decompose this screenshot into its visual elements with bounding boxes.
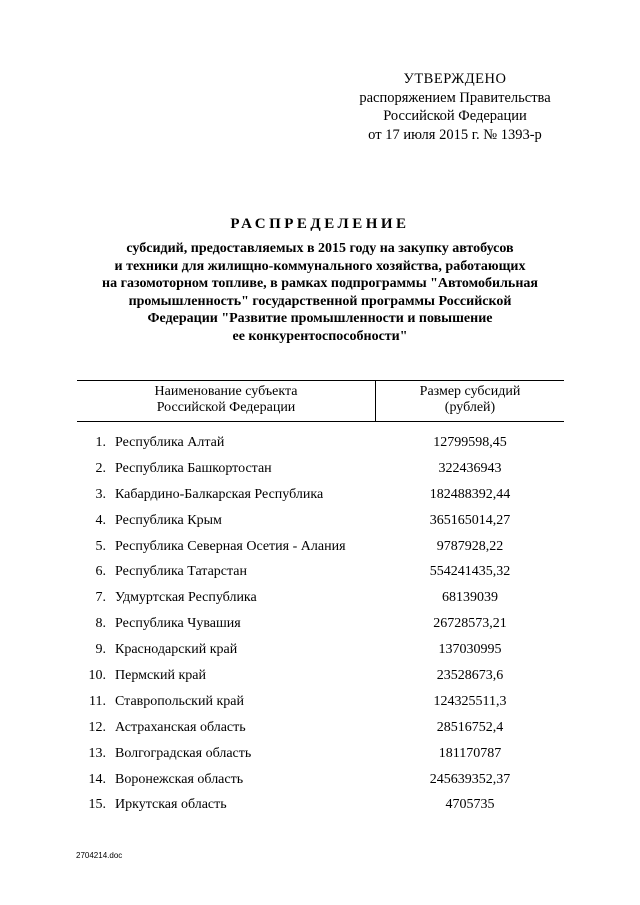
approval-line: Российской Федерации <box>383 108 527 124</box>
table-row <box>0 663 640 689</box>
row-subsidy-amount: 28516752,4 <box>436 719 504 735</box>
row-subsidy-amount: 124325511,3 <box>433 693 507 709</box>
row-number: 5. <box>95 538 106 554</box>
row-subsidy-amount: 137030995 <box>438 642 502 658</box>
row-number: 15. <box>88 797 106 813</box>
table-row <box>0 741 640 767</box>
row-number: 10. <box>88 668 106 684</box>
row-subsidy-amount: 12799598,45 <box>433 435 507 450</box>
table-row <box>0 456 640 482</box>
column-header-amount <box>376 384 564 416</box>
row-number: 11. <box>89 693 106 709</box>
table-row <box>0 430 640 456</box>
table-row <box>0 637 640 663</box>
row-subsidy-amount: 9787928,22 <box>436 538 504 554</box>
table-row <box>0 715 640 741</box>
row-subsidy-amount: 182488392,44 <box>429 486 511 502</box>
row-number: 14. <box>88 771 106 787</box>
row-subject-name: Ставропольский край <box>115 693 244 709</box>
table-row <box>0 482 640 508</box>
row-subsidy-amount: 245639352,37 <box>429 771 511 787</box>
approval-line: распоряжением Правительства <box>359 89 551 106</box>
table-row <box>0 585 640 611</box>
row-subject-name: Астраханская область <box>115 719 246 735</box>
table-row <box>0 559 640 585</box>
table-body <box>0 430 640 818</box>
row-subject-name: Удмуртская Республика <box>115 590 257 606</box>
header-text: Российской Федерации <box>156 400 296 415</box>
row-number: 2. <box>95 460 106 476</box>
table-row <box>0 689 640 715</box>
row-number: 9. <box>95 642 106 658</box>
document-subtitle <box>60 240 580 345</box>
table-row <box>0 792 640 818</box>
row-subject-name: Иркутская область <box>115 797 227 813</box>
row-number: 13. <box>88 745 106 761</box>
row-subject-name: Кабардино-Балкарская Республика <box>115 486 324 502</box>
row-subsidy-amount: 26728573,21 <box>433 616 507 632</box>
header-text: Наименование субъекта <box>154 384 298 399</box>
row-number: 3. <box>95 486 106 502</box>
subtitle-line: промышленность" государственной программы Российской <box>128 293 512 309</box>
table-row <box>0 508 640 534</box>
document-title: РАСПРЕДЕЛЕНИЕ <box>230 216 410 232</box>
subtitle-line: на газомоторном топливе, в рамках подпрограммы "Автомобильная <box>102 276 538 291</box>
row-subject-name: Республика Башкортостан <box>115 460 272 476</box>
row-number: 8. <box>95 616 106 632</box>
document-reference: 2704214.doc <box>76 851 123 860</box>
row-subject-name: Пермский край <box>115 668 206 684</box>
table-row <box>0 767 640 793</box>
row-subsidy-amount: 23528673,6 <box>436 668 504 684</box>
table-row <box>0 611 640 637</box>
header-text: (рублей) <box>444 400 496 415</box>
table-row <box>0 534 640 560</box>
header-text: Размер субсидий <box>419 384 521 399</box>
approval-heading: УТВЕРЖДЕНО <box>403 71 507 87</box>
row-subject-name: Республика Татарстан <box>115 564 248 580</box>
row-number: 6. <box>95 564 106 580</box>
table-header <box>77 380 564 422</box>
row-subsidy-amount: 181170787 <box>438 745 502 761</box>
subtitle-line: Федерации "Развитие промышленности и повышение <box>147 311 493 326</box>
subtitle-line: субсидий, предоставляемых в 2015 году на закупку автобусов <box>126 241 514 256</box>
row-subject-name: Республика Крым <box>115 512 222 528</box>
approval-date-line: от 17 июля 2015 г. № 1393-р <box>368 126 542 143</box>
row-subject-name: Краснодарский край <box>115 642 238 658</box>
row-subsidy-amount: 322436943 <box>438 460 502 476</box>
row-number: 7. <box>95 590 106 606</box>
row-subject-name: Республика Алтай <box>115 435 225 450</box>
row-number: 12. <box>88 719 106 735</box>
row-number: 1. <box>95 435 106 450</box>
row-subsidy-amount: 4705735 <box>445 797 495 813</box>
row-subject-name: Волгоградская область <box>115 745 252 761</box>
row-number: 4. <box>95 512 106 528</box>
subtitle-line: и техники для жилищно-коммунального хозяйства, работающих <box>114 258 526 274</box>
row-subject-name: Республика Северная Осетия - Алания <box>115 538 346 554</box>
row-subsidy-amount: 68139039 <box>442 590 498 606</box>
row-subject-name: Республика Чувашия <box>115 616 241 632</box>
approval-block <box>340 70 570 144</box>
subtitle-line: ее конкурентоспособности" <box>232 328 408 344</box>
row-subsidy-amount: 554241435,32 <box>429 564 511 580</box>
column-header-subject <box>77 384 375 416</box>
row-subsidy-amount: 365165014,27 <box>429 512 511 528</box>
row-subject-name: Воронежская область <box>115 771 244 787</box>
